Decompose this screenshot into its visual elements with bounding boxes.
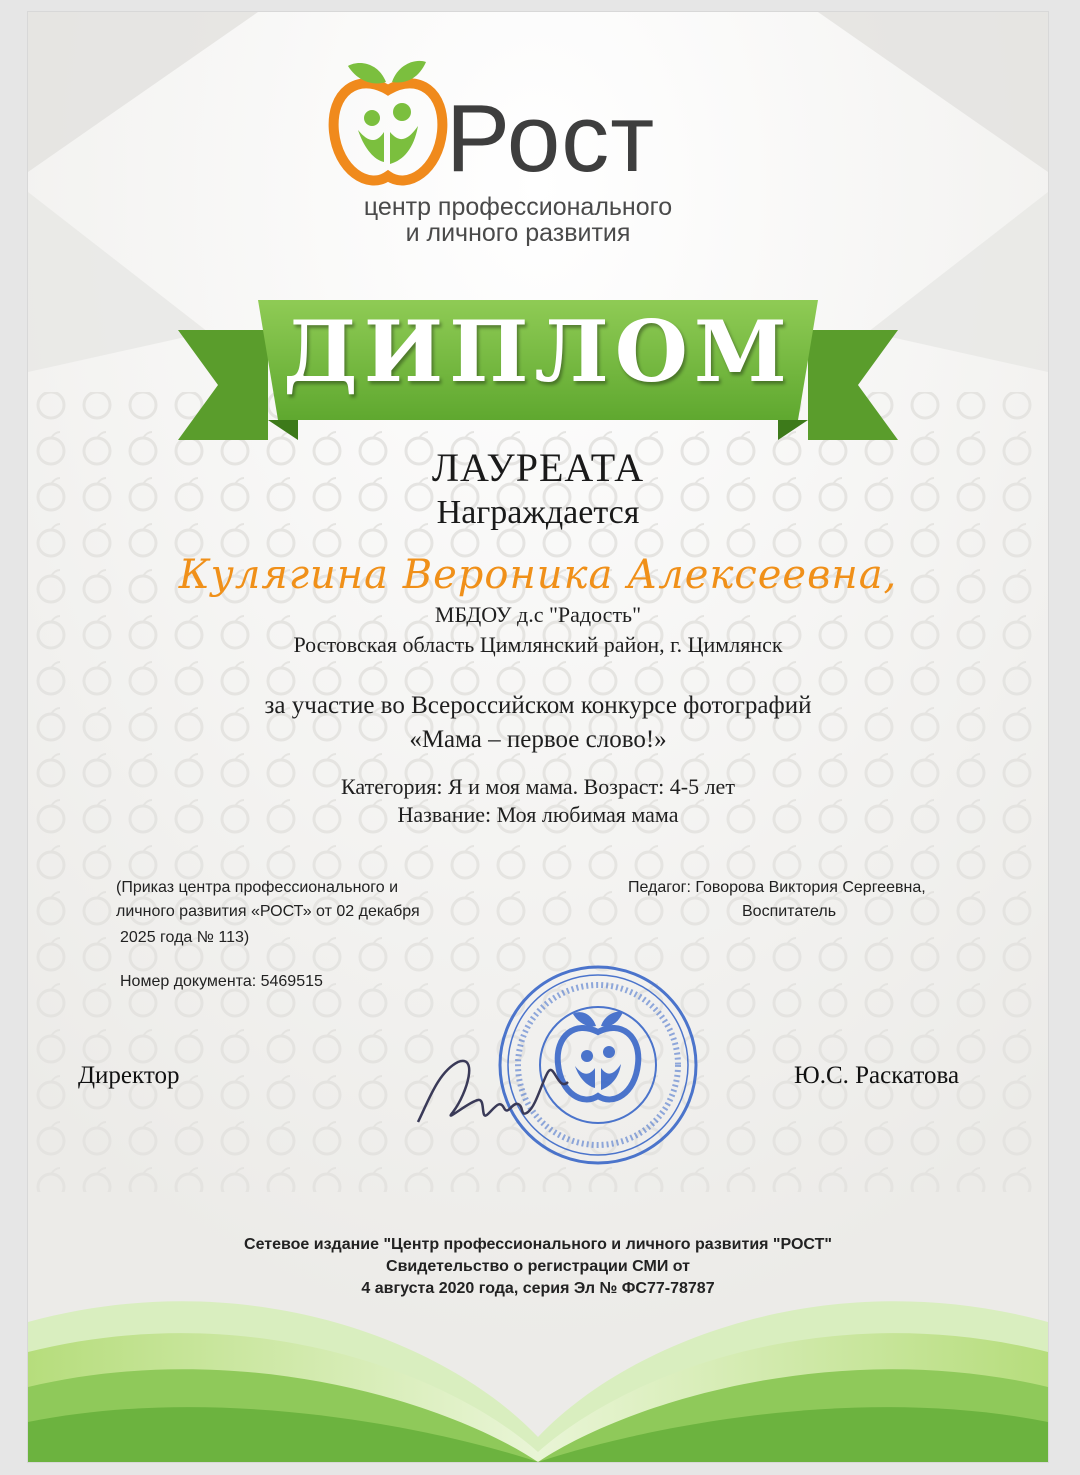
diploma-page: [28, 12, 1048, 1462]
recipient-name: Кулягина Вероника Алексеевна,: [178, 552, 898, 598]
footer-line3: 4 августа 2020 года, серия Эл № ФС77-78787: [361, 1280, 715, 1297]
contest-line1: за участие во Всероссийском конкурсе фотографий: [264, 692, 812, 719]
footer-line1: Сетевое издание "Центр профессионального и личного развития "РОСТ": [244, 1236, 832, 1253]
diploma-type: ЛАУРЕАТА: [431, 445, 645, 490]
recipient-org: МБДОУ д.с "Радость": [434, 602, 642, 627]
awarded-label: Награждается: [436, 494, 640, 531]
signature-name: Ю.С. Раскатова: [794, 1062, 960, 1089]
order-line3: 2025 года № 113): [120, 929, 250, 946]
document-number: Номер документа: 5469515: [120, 973, 323, 990]
logo-subtitle-line1: центр профессионального: [363, 193, 673, 221]
recipient-location: Ростовская область Цимлянский район, г. Цимлянск: [293, 632, 783, 657]
apple-logo-icon: [328, 52, 448, 192]
footer-line2: Свидетельство о регистрации СМИ от: [386, 1258, 690, 1275]
contest-category: Категория: Я и моя мама. Возраст: 4-5 лет: [341, 774, 735, 799]
teacher-line1: Педагог: Говорова Виктория Сергеевна,: [628, 879, 926, 896]
contest-line2: «Мама – первое слово!»: [409, 726, 667, 753]
diploma-title: ДИПЛОМ: [283, 302, 793, 401]
signature-title: Директор: [78, 1062, 180, 1089]
logo-name: Рост: [446, 85, 656, 192]
teacher-line2: Воспитатель: [742, 903, 837, 920]
logo-subtitle-line2: и личного развития: [405, 219, 631, 247]
signature-icon: [408, 1042, 578, 1142]
contest-work-title: Название: Моя любимая мама: [397, 802, 679, 827]
order-line2: личного развития «РОСТ» от 02 декабря: [116, 903, 420, 920]
order-line1: (Приказ центра профессионального и: [116, 879, 399, 896]
